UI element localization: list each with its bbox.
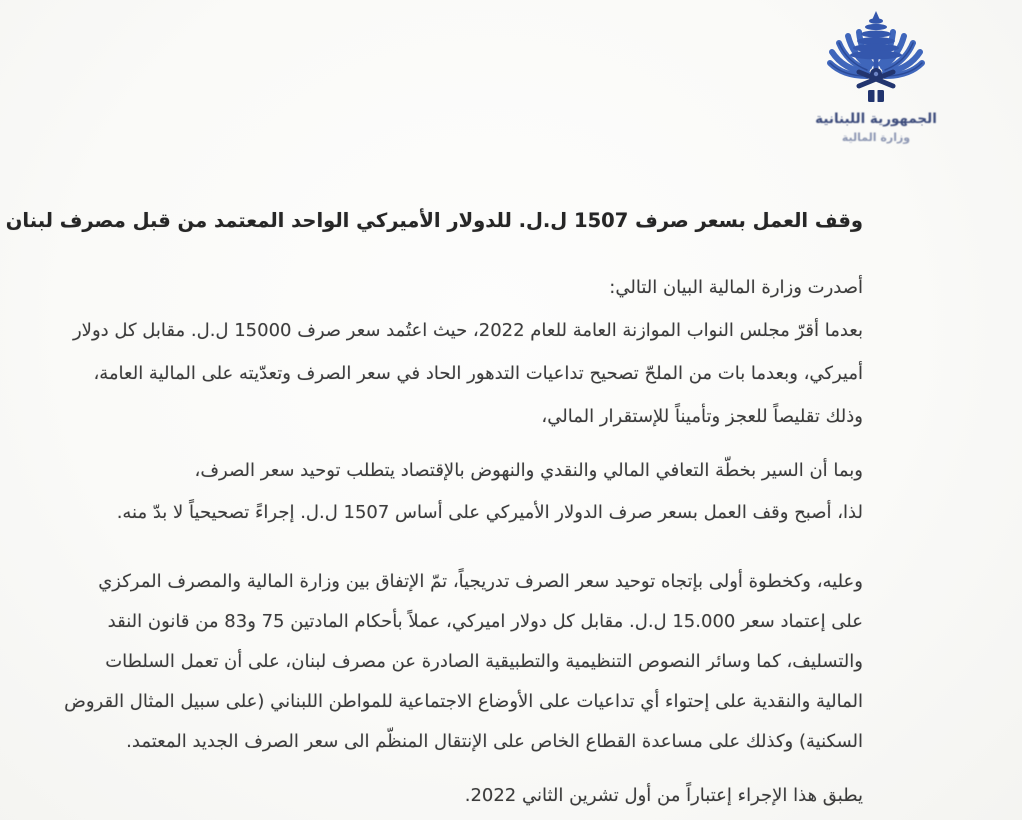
ministry-name-text: وزارة المالية: [841, 131, 911, 144]
body-line: لذا، أصبح وقف العمل بسعر صرف الدولار الأميركي على أساس 1507 ل.ل. إجراءً تصحيحياً لا بدّ منه.: [116, 502, 863, 523]
paragraph-effective-date: [115, 776, 863, 816]
body-line: أميركي، وبعدما بات من الملحّ تصحيح تداعيات التدهور الحاد في سعر الصرف وتعدّيته على المالية العامة،: [93, 363, 863, 384]
emblem-ribbon-ornament: [859, 68, 893, 104]
body-line: على إعتماد سعر 15.000 ل.ل. مقابل كل دولار اميركي، عملاً بأحكام المادتين 75 و83 من قانون النقد: [107, 611, 863, 632]
body-line: السكنية) وكذلك على مساعدة القطاع الخاص على الإنتقال المنظّم الى سعر الصرف الجديد المعتمد.: [126, 731, 863, 752]
body-line: وذلك تقليصاً للعجز وتأميناً للإستقرار المالي،: [541, 406, 863, 427]
body-line: يطبق هذا الإجراء إعتباراً من أول تشرين الثاني 2022.: [464, 785, 863, 806]
republic-name-text: الجمهورية اللبنانية: [815, 111, 937, 127]
body-line: المالية والنقدية على إحتواء أي تداعيات على الأوضاع الاجتماعية للمواطن اللبناني (على سبيل المثال القروض: [64, 691, 863, 712]
document-body: [5, 0, 863, 820]
body-line: أصدرت وزارة المالية البيان التالي:: [609, 277, 863, 298]
body-line: بعدما أقرّ مجلس النواب الموازنة العامة للعام 2022، حيث اعتُمد سعر صرف 15000 ل.ل. مقابل كل دولار: [72, 320, 863, 341]
paragraph-intro: [72, 266, 863, 438]
document-title: وقف العمل بسعر صرف 1507 ل.ل. للدولار الأميركي الواحد المعتمد من قبل مصرف لبنان: [5, 209, 863, 232]
body-line: وبما أن السير بخطّة التعافي المالي والنقدي والنهوض بالإقتصاد يتطلب توحيد سعر الصرف،: [194, 460, 863, 481]
body-line: والتسليف، كما وسائر النصوص التنظيمية والتطبيقية الصادرة عن مصرف لبنان، على أن تعمل السلطات: [105, 651, 863, 672]
paragraph-recovery-plan: [115, 450, 863, 534]
body-line: وعليه، وكخطوة أولى بإتجاه توحيد سعر الصرف تدريجياً، تمّ الإتفاق بين وزارة المالية والمصرف المركزي: [98, 571, 863, 592]
paragraph-agreement: [64, 562, 863, 762]
